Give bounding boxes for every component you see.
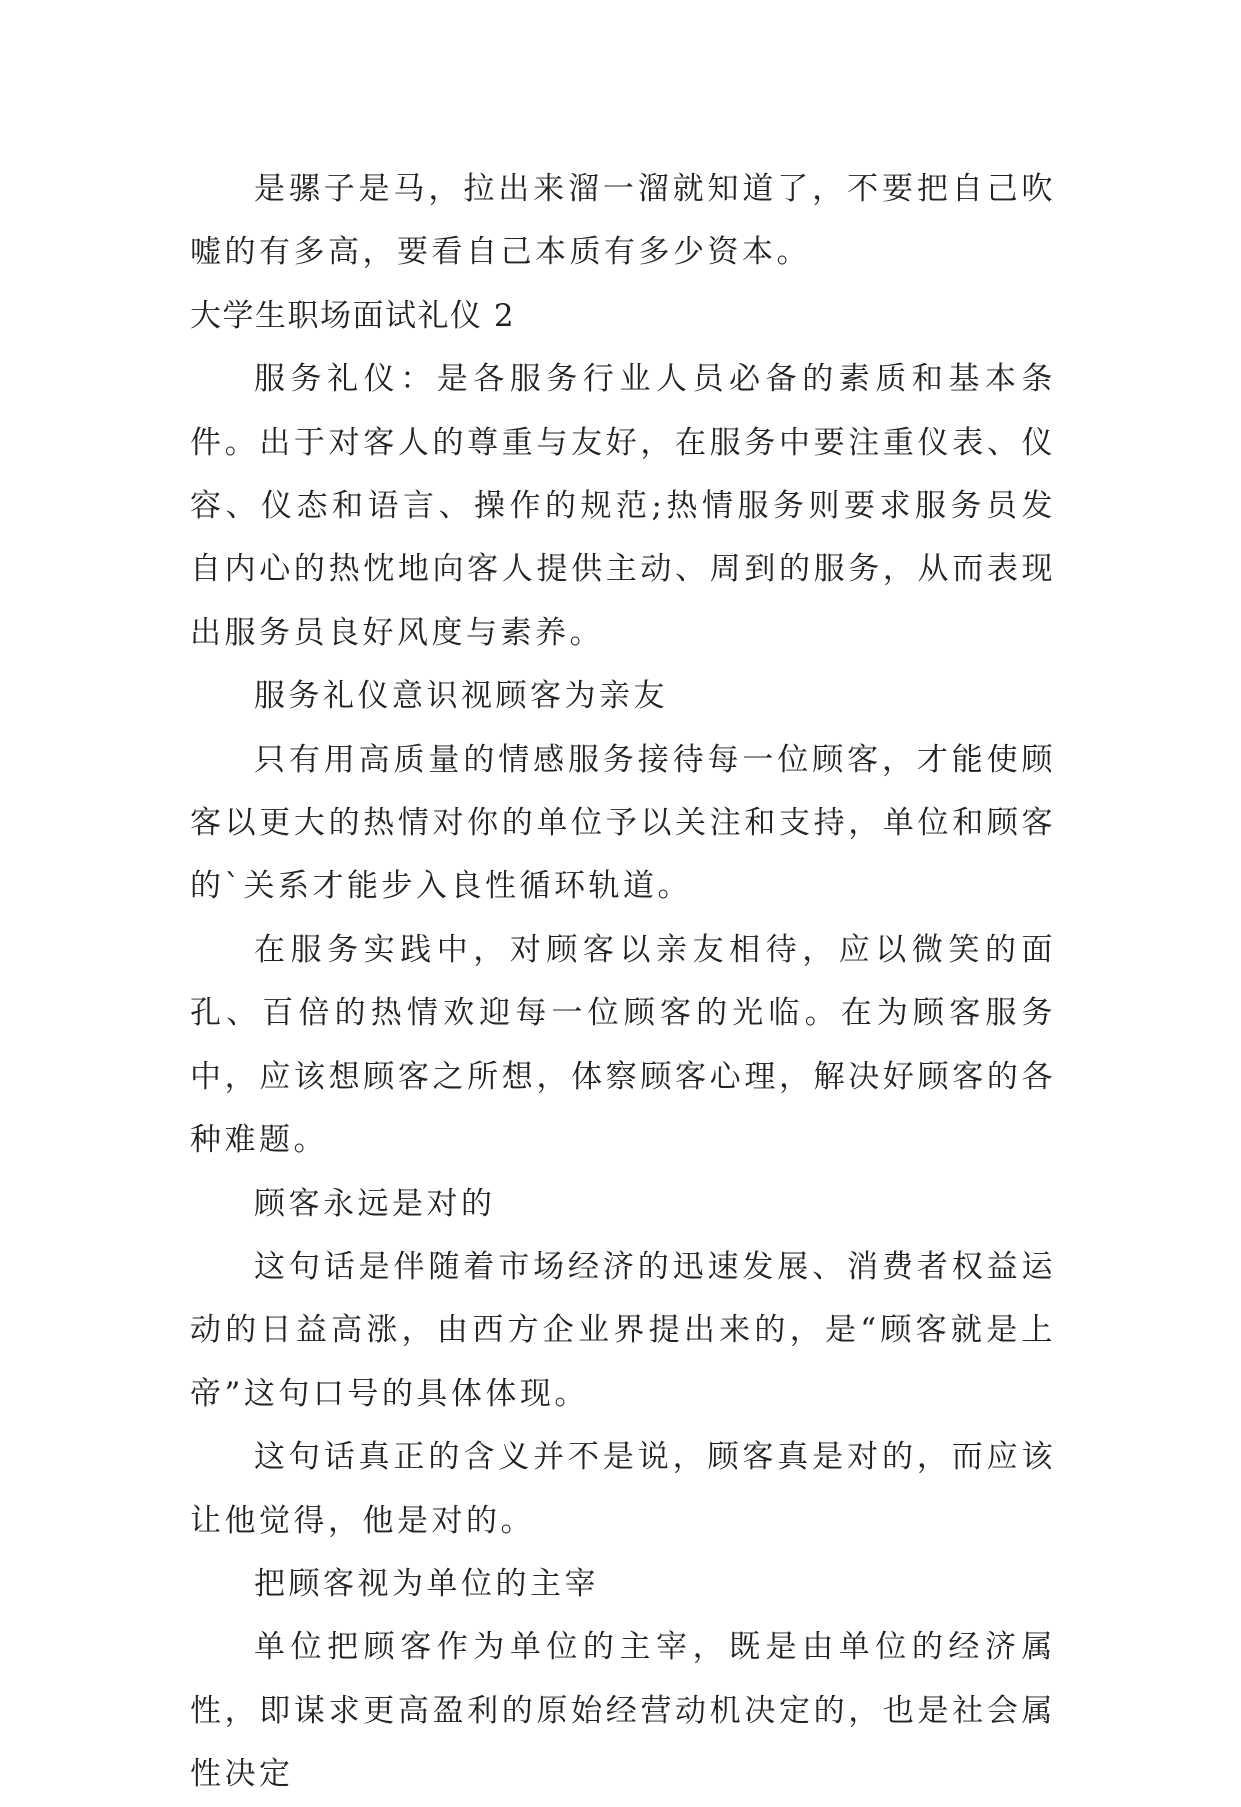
body-paragraph: 在服务实践中，对顾客以亲友相待，应以微笑的面孔、百倍的热情欢迎每一位顾客的光临。在为顾客服务中，应该想顾客之所想，体察顾客心理，解决好顾客的各种难题。 bbox=[190, 931, 1056, 1159]
body-paragraph: 这句话真正的含义并不是说，顾客真是对的，而应该让他觉得，他是对的。 bbox=[190, 1439, 1056, 1539]
subheading-paragraph: 把顾客视为单位的主宰 bbox=[254, 1565, 599, 1602]
body-paragraph: 只有用高质量的情感服务接待每一位顾客，才能使顾客以更大的热情对你的单位予以关注和支持，单位和顾客的`关系才能步入良性循环轨道。 bbox=[190, 741, 1056, 905]
body-paragraph: 这句话是伴随着市场经济的迅速发展、消费者权益运动的日益高涨，由西方企业界提出来的，是“顾客就是上帝”这句口号的具体体现。 bbox=[190, 1248, 1056, 1412]
body-paragraph: 服务礼仪：是各服务行业人员必备的素质和基本条件。出于对客人的尊重与友好，在服务中要注重仪表、仪容、仪态和语言、操作的规范;热情服务则要求服务员发自内心的热忱地向客人提供主动、周到的服务，从而表现出服务员良好风度与素养。 bbox=[190, 361, 1056, 651]
body-paragraph: 单位把顾客作为单位的主宰，既是由单位的经济属性，即谋求更高盈利的原始经营动机决定的，也是社会属性决定 bbox=[190, 1629, 1056, 1793]
subheading-paragraph: 顾客永远是对的 bbox=[254, 1185, 496, 1222]
document-body bbox=[190, 158, 1056, 1807]
body-paragraph: 是骡子是马，拉出来溜一溜就知道了，不要把自己吹嘘的有多高，要看自己本质有多少资本。 bbox=[190, 171, 1056, 271]
subheading-paragraph: 服务礼仪意识视顾客为亲友 bbox=[254, 678, 668, 715]
section-heading: 大学生职场面试礼仪 2 bbox=[190, 297, 516, 334]
